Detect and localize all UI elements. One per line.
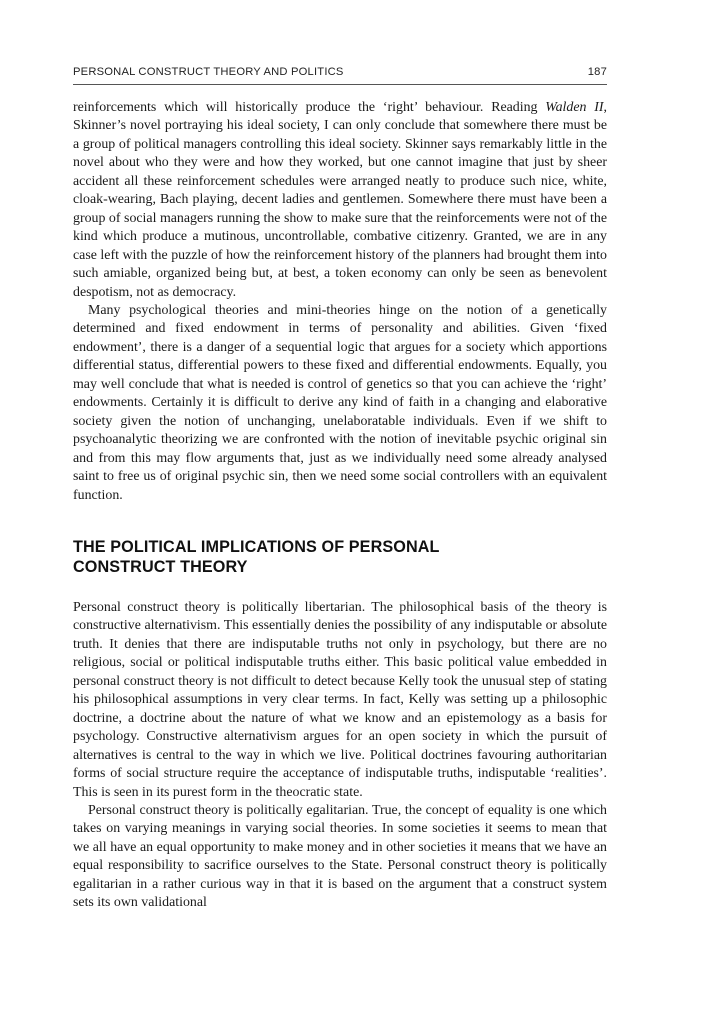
paragraph-4: Personal construct theory is politically egalitarian. True, the concept of equality is one which takes on varying meanings in varying social theories. In some societies it seems to mean that we all have an equal opportunity to make money and in other societies it means that we have an equal responsibility to sacrifice ourselves to the State. Personal construct theory is politically egalitarian in a rather curious way in that it is based on the argument that a construct system sets its own validational [73, 802, 607, 911]
section-heading-line-2: CONSTRUCT THEORY [73, 557, 248, 576]
section-heading [73, 537, 607, 577]
running-header [73, 66, 607, 85]
paragraph-1-rest: , Skinner’s novel portraying his ideal society, I can only conclude that somewhere there must be a group of political managers controlling this ideal society. Skinner says remarkably little in the novel about who they were and how they worked, but one cannot imagine that just by sheer accident all these reinforcement schedules were arranged neatly to produce such nice, white, cloak-wearing, Bach playing, decent ladies and gentlemen. Somewhere there must have been a group of social managers running the show to make sure that the reinforcements were not of the kind which produce a mutinous, uncontrollable, combative citizenry. Granted, we are in any case left with the puzzle of how the reinforcement history of the planners had brought them into such amiable, organized being but, at best, a token economy can only be seen as benevolent despotism, not as democracy. [73, 100, 607, 300]
paragraph-1 [73, 99, 607, 302]
body-text [73, 99, 607, 913]
running-title: PERSONAL CONSTRUCT THEORY AND POLITICS [73, 66, 344, 78]
paragraph-1-start: reinforcements which will historically produce the ‘right’ behaviour. Reading [73, 100, 546, 115]
paragraph-2: Many psychological theories and mini-theories hinge on the notion of a genetically determined and fixed endowment in terms of personality and abilities. Given ‘fixed endowment’, there is a danger of a sequential logic that argues for a society which apportions differential status, differential powers to these fixed and differential endowments. Equally, you may well conclude that what is needed is control of genetics so that you can achieve the ‘right’ endowments. Certainly it is difficult to derive any kind of faith in a changing and elaborative society given the notion of unchanging, unelaboratable individuals. Even if we shift to psychoanalytic theorizing we are confronted with the notion of inevitable psychic original sin and from this may flow arguments that, just as we individually need some already analysed saint to free us of original psychic sin, then we need some social controllers with an equivalent function. [73, 302, 607, 503]
section-heading-line-1: THE POLITICAL IMPLICATIONS OF PERSONAL [73, 537, 440, 556]
paragraph-3: Personal construct theory is politically libertarian. The philosophical basis of the theory is constructive alternativism. This essentially denies the possibility of any indisputable or absolute truth. It denies that there are indisputable truths not only in psychology, but there are no religious, social or political indisputable truths either. This basic political value embedded in personal construct theory is not difficult to detect because Kelly took the unusual step of stating his philosophical assumptions in very clear terms. In fact, Kelly was setting up a philosophic doctrine, a doctrine about the nature of what we know and an epistemology as a basis for psychology. Constructive alternativism argues for an open society in which the pursuit of alternatives is central to the way in which we live. Political doctrines favouring authoritarian forms of social structure require the acceptance of indisputable truths, indisputable ‘realities’. This is seen in its purest form in the theocratic state. [73, 599, 607, 800]
book-title-walden-ii: Walden II [545, 100, 604, 115]
page-number: 187 [587, 66, 607, 78]
book-page [73, 66, 607, 913]
